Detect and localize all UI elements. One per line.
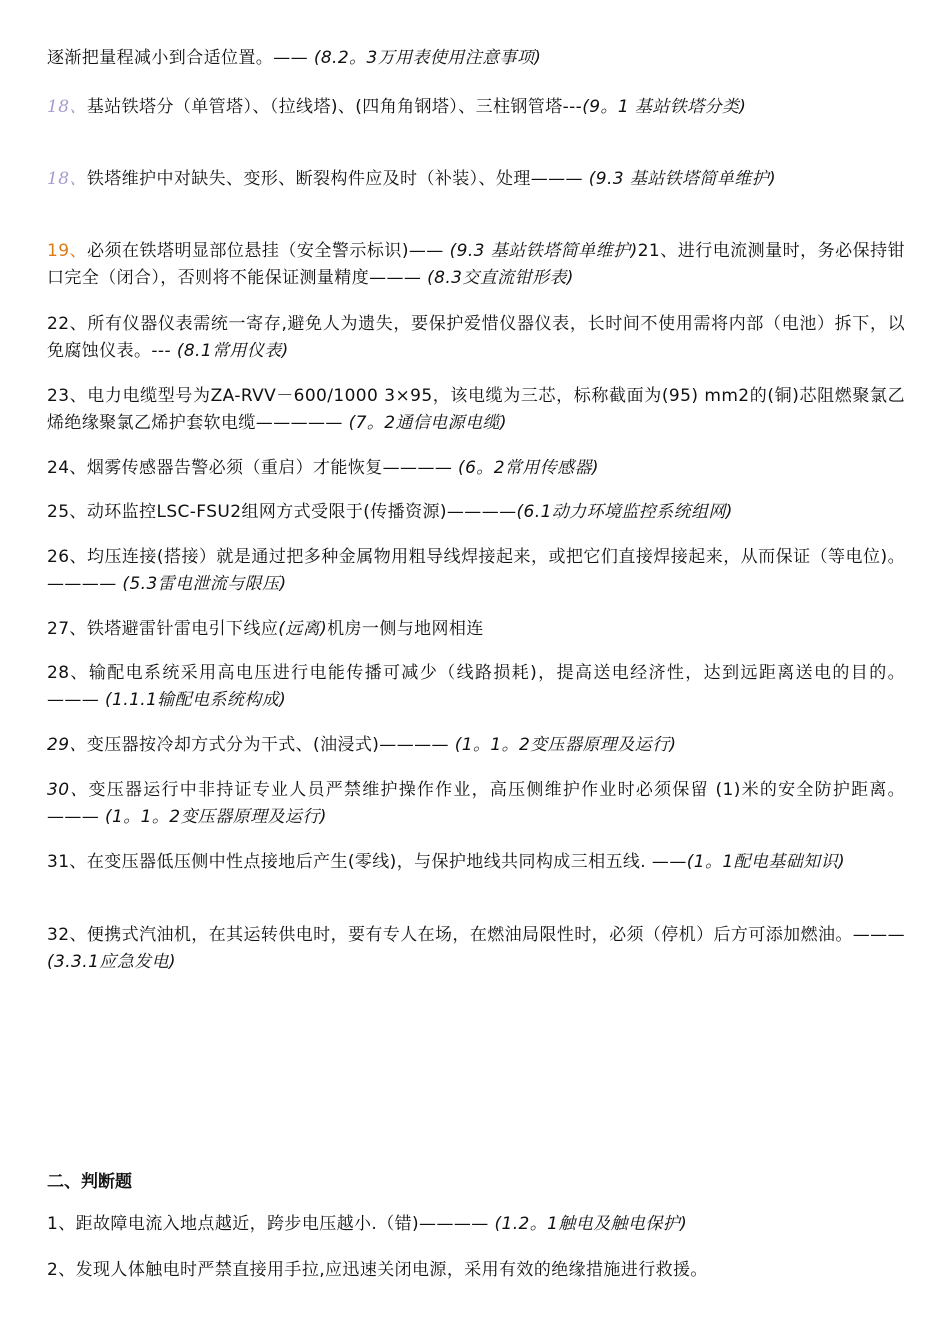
paragraph-number: 31、 (47, 852, 87, 872)
paragraph-text: 发现人体触电时严禁直接用手拉,应迅速关闭电源，采用有效的绝缘措施进行救援。 (75, 1260, 708, 1280)
paragraph-number: 1、 (47, 1214, 76, 1234)
paragraph-number: 29、 (47, 735, 87, 755)
paragraph-text: 便携式汽油机，在其运转供电时，要有专人在场，在燃油局限性时，必须（停机）后方可添加燃油。——— (86, 925, 905, 945)
paragraph-reference: (9。1 基站铁塔分类) (582, 97, 747, 117)
paragraph-text: 在变压器低压侧中性点接地后产生(零线)，与保护地线共同构成三相五线. —— (86, 852, 687, 872)
paragraph-28 (47, 660, 905, 714)
paragraph-number: 24、 (47, 458, 87, 478)
judgment-2 (47, 1257, 905, 1284)
paragraph-25 (47, 499, 905, 526)
paragraph-32 (47, 922, 905, 976)
paragraph-reference: (9.3 基站铁塔简单维护) (588, 169, 777, 189)
paragraph-reference: (5.3雷电泄流与限压) (122, 574, 287, 594)
paragraph-reference: (1。1。2变压器原理及运行) (105, 807, 327, 827)
paragraph-number: 2、 (47, 1260, 76, 1280)
paragraph-31 (47, 849, 905, 876)
paragraph-text: 所有仪器仪表需统一寄存,避免人为遗失，要保护爱惜仪器仪表，长时间不使用需将内部（电池）拆下，以免腐蚀仪表。--- (47, 314, 906, 361)
paragraph-19 (47, 238, 905, 292)
paragraph-reference: (7。2通信电源电缆) (348, 413, 507, 433)
paragraph-number: 18、 (47, 169, 87, 189)
paragraph-text: 铁塔维护中对缺失、变形、断裂构件应及时（补装）、处理——— (86, 169, 589, 189)
paragraph-reference: (8.1常用仪表) (176, 341, 289, 361)
paragraph-18b (47, 166, 905, 193)
paragraph-number: 18、 (47, 97, 87, 117)
paragraph-text-tail: 机房一侧与地网相连 (327, 619, 484, 639)
paragraph-continuation (47, 45, 905, 72)
paragraph-text: 烟雾传感器告警必须（重启）才能恢复———— (86, 458, 459, 478)
paragraph-text: 变压器运行中非持证专业人员严禁维护操作作业，高压侧维护作业时必须保留 (1)米的安全防护距离。——— (47, 780, 905, 827)
paragraph-number: 25、 (47, 502, 87, 522)
paragraph-number: 27、 (47, 619, 87, 639)
paragraph-reference-21: (8.3交直流钳形表) (427, 268, 574, 288)
paragraph-30 (47, 777, 905, 831)
paragraph-number: 23、 (47, 386, 88, 406)
paragraph-reference: (3.3.1应急发电) (47, 952, 176, 972)
paragraph-number: 32、 (47, 925, 87, 945)
paragraph-27 (47, 616, 905, 643)
paragraph-reference: (1.1.1输配电系统构成) (105, 690, 287, 710)
paragraph-number: 28、 (47, 663, 89, 683)
paragraph-number: 26、 (47, 547, 87, 567)
paragraph-text: 铁塔避雷针雷电引下线应 (86, 619, 279, 639)
paragraph-text: 动环监控LSC-FSU2组网方式受限于(传播资源)———— (86, 502, 517, 522)
paragraph-text: 均压连接(搭接）就是通过把多种金属物用粗导线焊接起来，或把它们直接焊接起来，从而保证（等电位)。———— (47, 547, 905, 594)
paragraph-text: 电力电缆型号为ZA-RVV－600/1000 3×95，该电缆为三芯，标称截面为(95) mm2的(铜)芯阻燃聚氯乙烯绝缘聚氯乙烯护套软电缆————— (47, 386, 905, 433)
paragraph-22 (47, 311, 905, 365)
paragraph-29 (47, 732, 905, 759)
paragraph-reference: (1。1配电基础知识) (686, 852, 846, 872)
paragraph-reference: (8.2。3万用表使用注意事项) (313, 48, 542, 68)
paragraph-reference: (6.1动力环境监控系统组网) (516, 502, 733, 522)
paragraph-23 (47, 383, 905, 437)
paragraph-24 (47, 455, 905, 482)
paragraph-18a (47, 94, 905, 121)
paragraph-number: 30、 (47, 780, 89, 800)
paragraph-text: 必须在铁塔明显部位悬挂（安全警示标识)—— (87, 241, 450, 261)
judgment-1 (47, 1211, 905, 1238)
paragraph-reference: (6。2常用传感器) (458, 458, 599, 478)
paragraph-text-21: 21、进行电流测量时，务必保持钳口完全（闭合），否则将不能保证测量精度——— (47, 241, 905, 288)
paragraph-text: 逐渐把量程减小到合适位置。—— (47, 48, 314, 68)
paragraph-reference: (远离) (278, 619, 328, 639)
paragraph-text: 基站铁塔分（单管塔）、（拉线塔)、(四角角钢塔）、三柱钢管塔--- (86, 97, 583, 117)
paragraph-reference: (1.2。1触电及触电保护) (494, 1214, 688, 1234)
paragraph-text: 距故障电流入地点越近，跨步电压越小.（错)———— (75, 1214, 495, 1234)
paragraph-reference: (1。1。2变压器原理及运行) (454, 735, 677, 755)
paragraph-number: 19、 (47, 241, 88, 261)
paragraph-number: 22、 (47, 314, 88, 334)
paragraph-text: 输配电系统采用高电压进行电能传播可减少（线路损耗)，提高送电经济性，达到远距离送电的目的。——— (47, 663, 905, 710)
section-heading: 二、判断题 (47, 1172, 132, 1192)
paragraph-text: 变压器按冷却方式分为干式、(油浸式)———— (86, 735, 455, 755)
paragraph-26 (47, 544, 905, 598)
paragraph-reference: (9.3 基站铁塔简单维护) (449, 241, 638, 261)
